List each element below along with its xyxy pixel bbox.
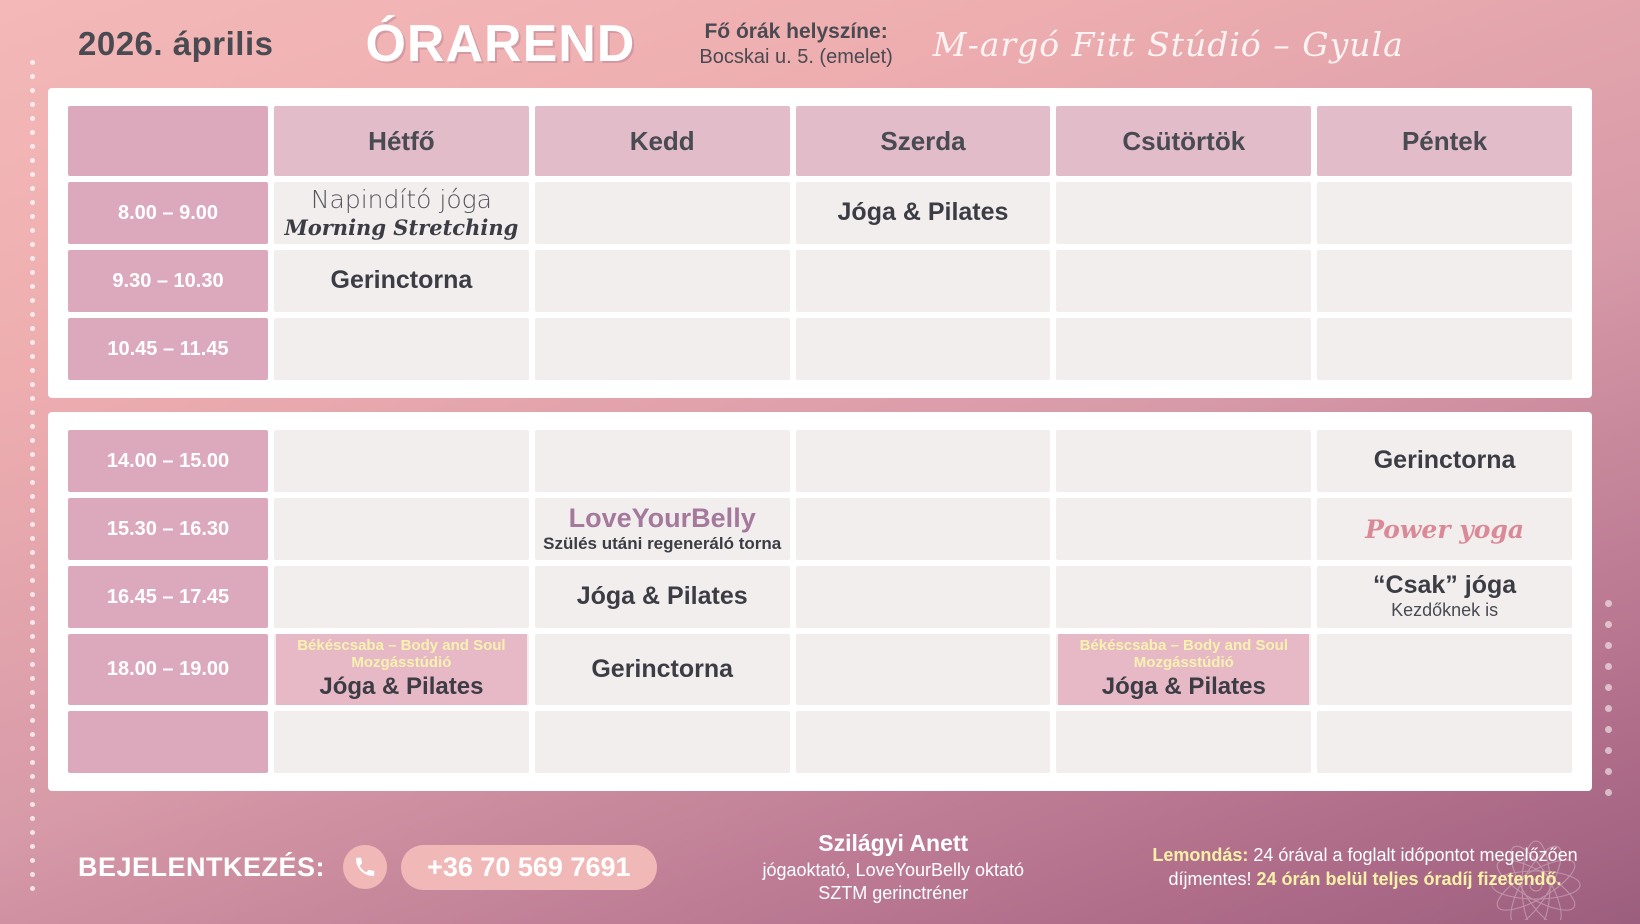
page-header (0, 0, 1640, 88)
class-cell-empty (1056, 566, 1311, 628)
booking-label: BEJELENTKEZÉS: (78, 851, 326, 882)
page-footer (0, 810, 1640, 924)
table-row (68, 182, 1572, 244)
class-cell-empty (274, 430, 529, 492)
day-header-wednesday: Szerda (796, 106, 1051, 176)
time-slot: 15.30 – 16.30 (68, 498, 268, 560)
page-title: ÓRAREND (365, 15, 636, 73)
class-cell-empty (535, 182, 790, 244)
class-cell-empty (796, 318, 1051, 380)
title-wrap (365, 14, 635, 74)
class-cell-empty (274, 498, 529, 560)
instructor-block (657, 829, 1131, 905)
time-slot: 14.00 – 15.00 (68, 430, 268, 492)
class-cell-tagged (1056, 634, 1311, 705)
decorative-dots-left (30, 60, 35, 891)
external-location-badge: Békéscsaba – Body and Soul Mozgásstúdió Jóga & Pilates (1058, 634, 1309, 705)
class-cell: Napindító jóga Morning Stretching (274, 182, 529, 244)
class-cell-empty (274, 318, 529, 380)
class-cell: Jóga & Pilates (796, 182, 1051, 244)
time-slot: 16.45 – 17.45 (68, 566, 268, 628)
time-slot: 10.45 – 11.45 (68, 318, 268, 380)
class-cell-empty (1317, 318, 1572, 380)
class-cell: LoveYourBelly Szülés utáni regeneráló torna (535, 498, 790, 560)
phone-contact[interactable] (343, 845, 656, 890)
class-cell-empty (1317, 711, 1572, 773)
class-cell: Gerinctorna (274, 250, 529, 312)
class-cell-empty (274, 566, 529, 628)
table-row (68, 566, 1572, 628)
location-label: Fő órák helyszíne: (704, 20, 888, 43)
class-cell-empty (796, 634, 1051, 705)
morning-table (62, 100, 1578, 386)
class-cell-tagged (274, 634, 529, 705)
table-header-row (68, 106, 1572, 176)
class-cell-empty (796, 430, 1051, 492)
table-row (68, 250, 1572, 312)
time-slot-empty (68, 711, 268, 773)
day-header-friday: Péntek (1317, 106, 1572, 176)
afternoon-table (62, 424, 1578, 779)
cancellation-policy (1130, 843, 1600, 892)
class-cell-empty (535, 250, 790, 312)
table-row-spacer (68, 711, 1572, 773)
class-cell-empty (1056, 498, 1311, 560)
class-cell-empty (535, 430, 790, 492)
time-slot: 9.30 – 10.30 (68, 250, 268, 312)
location-address: Bocskai u. 5. (emelet) (699, 45, 893, 68)
class-cell: Power yoga (1317, 498, 1572, 560)
afternoon-schedule-panel (48, 412, 1592, 791)
class-cell-empty (1317, 182, 1572, 244)
class-cell-empty (796, 250, 1051, 312)
month-label: 2026. április (78, 25, 274, 62)
instructor-role-2: SZTM gerinctréner (818, 882, 969, 903)
class-cell-empty (1056, 250, 1311, 312)
class-cell-empty (1317, 250, 1572, 312)
class-cell-empty (796, 711, 1051, 773)
phone-number[interactable]: +36 70 569 7691 (401, 845, 656, 890)
class-cell-empty (796, 498, 1051, 560)
location-block (699, 19, 892, 69)
time-slot: 8.00 – 9.00 (68, 182, 268, 244)
class-cell-empty (535, 318, 790, 380)
class-cell: Jóga & Pilates (535, 566, 790, 628)
cancellation-title: Lemondás: (1152, 844, 1249, 865)
table-row (68, 430, 1572, 492)
day-header-monday: Hétfő (274, 106, 529, 176)
external-location-badge: Békéscsaba – Body and Soul Mozgásstúdió Jóga & Pilates (276, 634, 527, 705)
instructor-name: Szilágyi Anett (818, 830, 969, 857)
phone-icon (343, 845, 387, 889)
table-corner-cell (68, 106, 268, 176)
morning-schedule-panel (48, 88, 1592, 398)
class-cell-empty (1056, 318, 1311, 380)
class-cell: Gerinctorna (1317, 430, 1572, 492)
class-cell: “Csak” jóga Kezdőknek is (1317, 566, 1572, 628)
class-cell-empty (274, 711, 529, 773)
class-cell-empty (1056, 711, 1311, 773)
class-cell-empty (1056, 182, 1311, 244)
class-cell: Gerinctorna (535, 634, 790, 705)
table-row (68, 498, 1572, 560)
decorative-dots-right (1605, 600, 1612, 796)
class-cell-empty (535, 711, 790, 773)
table-row (68, 318, 1572, 380)
time-slot: 18.00 – 19.00 (68, 634, 268, 705)
instructor-role-1: jógaoktató, LoveYourBelly oktató (762, 859, 1025, 880)
cancellation-text-1: 24 órával a foglalt időpontot megelőzően díjmentes! (1168, 844, 1578, 889)
class-cell-empty (1317, 634, 1572, 705)
class-cell-empty (796, 566, 1051, 628)
day-header-thursday: Csütörtök (1056, 106, 1311, 176)
cancellation-text-2: 24 órán belül teljes óradíj fizetendő. (1256, 869, 1562, 889)
studio-name: M-argó Fitt Stúdió – Gyula (932, 24, 1404, 64)
table-row (68, 634, 1572, 705)
class-cell-empty (1056, 430, 1311, 492)
day-header-tuesday: Kedd (535, 106, 790, 176)
